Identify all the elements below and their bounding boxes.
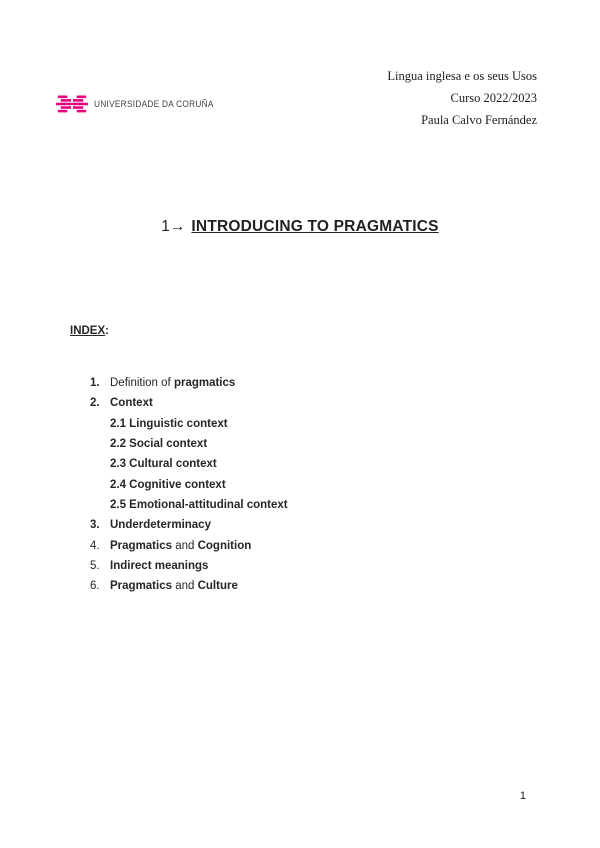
- index-item: 5. Indirect meanings: [90, 559, 209, 572]
- title-number-prefix: 1→: [161, 218, 186, 235]
- udc-tower-icon: [56, 95, 88, 113]
- course-meta-block: [387, 65, 537, 131]
- course-name: Lingua inglesa e os seus Usos: [387, 69, 537, 83]
- index-subitem: 2.5 Emotional-attitudinal context: [110, 498, 288, 511]
- index-heading: [70, 325, 109, 337]
- index-subitem: 2.1 Linguistic context: [110, 417, 228, 430]
- index-item: 2. Context: [90, 397, 153, 410]
- index-item: 6. Pragmatics and Culture: [90, 580, 238, 593]
- university-logo: [56, 95, 224, 113]
- index-item: 3. Underdeterminacy: [90, 519, 211, 532]
- document-title: [0, 218, 600, 236]
- course-year: Curso 2022/2023: [450, 91, 537, 105]
- index-item: 4. Pragmatics and Cognition: [90, 539, 252, 552]
- index-subitem: 2.3 Cultural context: [110, 458, 217, 471]
- index-subitem: 2.2 Social context: [110, 438, 208, 451]
- page-number: 1: [519, 790, 526, 802]
- university-name: UNIVERSIDADE DA CORUÑA: [94, 99, 214, 109]
- index-heading-label: INDEX: [70, 325, 106, 337]
- index-list: [90, 373, 288, 596]
- index-item: 1. Definition of pragmatics: [90, 377, 236, 390]
- title-main-text: INTRODUCING TO PRAGMATICS: [191, 218, 439, 235]
- author-name: Paula Calvo Fernández: [421, 113, 537, 127]
- index-heading-colon: :: [105, 325, 109, 337]
- index-subitem: 2.4 Cognitive context: [110, 478, 226, 491]
